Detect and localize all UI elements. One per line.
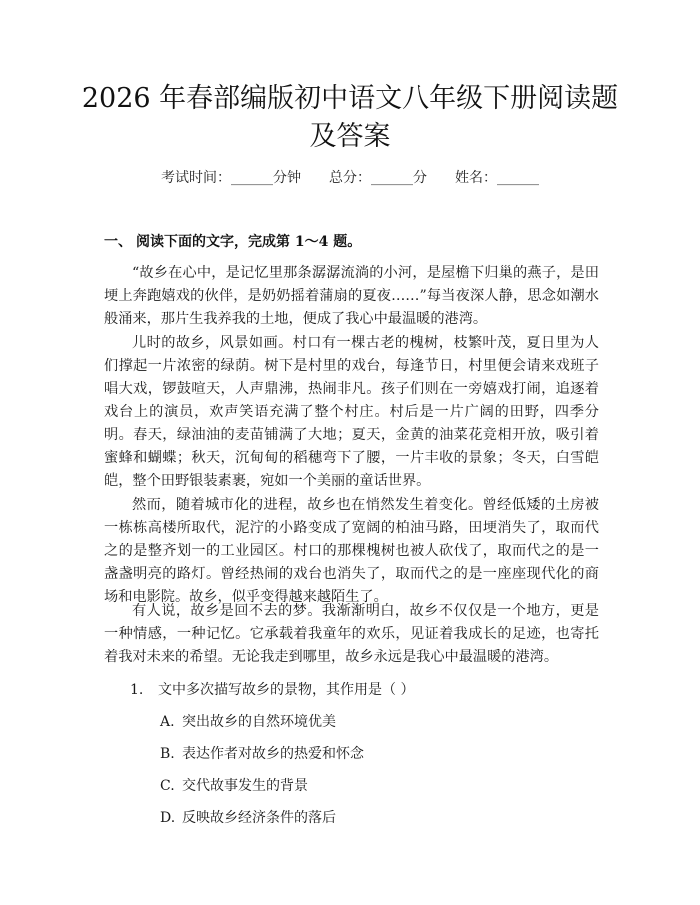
- section-heading: [104, 232, 361, 252]
- option-text: 表达作者对故乡的热爱和怀念: [182, 746, 364, 762]
- question-number: 1.: [130, 682, 144, 698]
- option-label: D.: [160, 810, 176, 826]
- option-b: [160, 744, 364, 764]
- document-title: 2026 年春部编版初中语文八年级下册阅读题及答案: [81, 83, 619, 152]
- option-label: B.: [160, 746, 175, 762]
- option-label: A.: [160, 714, 175, 730]
- passage-paragraph-3: 然而，随着城市化的进程，故乡也在悄然发生着变化。曾经低矮的土房被一栋栋高楼所取代，泥泞的小路变成了宽阔的柏油马路，田埂消失了，取而代之的是整齐划一的工业园区。村口的那棵槐树也被人砍伐了，取而代之的是一盏盏明亮的路灯。曾经热闹的戏台也消失了，取而代之的是一座座现代化的商场和电影院。故乡，似乎变得越来越陌生了。: [104, 497, 599, 605]
- option-text: 交代故事发生的背景: [182, 778, 308, 794]
- option-c: [160, 776, 308, 796]
- question-1: [130, 680, 414, 700]
- exam-info-line: [0, 168, 700, 188]
- option-text: 反映故乡经济条件的落后: [182, 810, 336, 826]
- student-name-field: 姓名：______: [455, 170, 539, 186]
- section-number: 一、: [104, 234, 132, 250]
- option-d: [160, 808, 336, 828]
- option-text: 突出故乡的自然环境优美: [182, 714, 336, 730]
- passage-paragraph-4: 有人说，故乡是回不去的梦。我渐渐明白，故乡不仅仅是一个地方，更是一种情感，一种记忆。它承载着我童年的欢乐，见证着我成长的足迹，也寄托着我对未来的希望。无论我走到哪里，故乡永远是我心中最温暖的港湾。: [104, 603, 599, 665]
- total-score-field: 总分：______分: [329, 170, 427, 186]
- option-label: C.: [160, 778, 175, 794]
- question-text: 文中多次描写故乡的景物，其作用是（ ）: [158, 682, 415, 698]
- section-instruction: 阅读下面的文字，完成第 1～4 题。: [136, 234, 362, 250]
- option-a: [160, 712, 336, 732]
- passage-paragraph-2: 儿时的故乡，风景如画。村口有一棵古老的槐树，枝繁叶茂，夏日里为人们撑起一片浓密的绿荫。树下是村里的戏台，每逢节日，村里便会请来戏班子唱大戏，锣鼓喧天，人声鼎沸，热闹非凡。孩子们则在一旁嬉戏打闹，追逐着戏台上的演员，欢声笑语充满了整个村庄。村后是一片广阔的田野，四季分明。春天，绿油油的麦苗铺满了大地；夏天，金黄的油菜花竞相开放，吸引着蜜蜂和蝴蝶；秋天，沉甸甸的稻穗弯下了腰，一片丰收的景象；冬天，白雪皑皑，整个田野银装素裹，宛如一个美丽的童话世界。: [104, 335, 599, 489]
- exam-time-field: 考试时间：______分钟: [161, 170, 301, 186]
- passage-paragraph-1: “故乡在心中，是记忆里那条潺潺流淌的小河，是屋檐下归巢的燕子，是田埂上奔跑嬉戏的伙伴，是奶奶摇着蒲扇的夏夜……”每当夜深人静，思念如潮水般涌来，那片生我养我的土地，便成了我心中最温暖的港湾。: [104, 265, 599, 327]
